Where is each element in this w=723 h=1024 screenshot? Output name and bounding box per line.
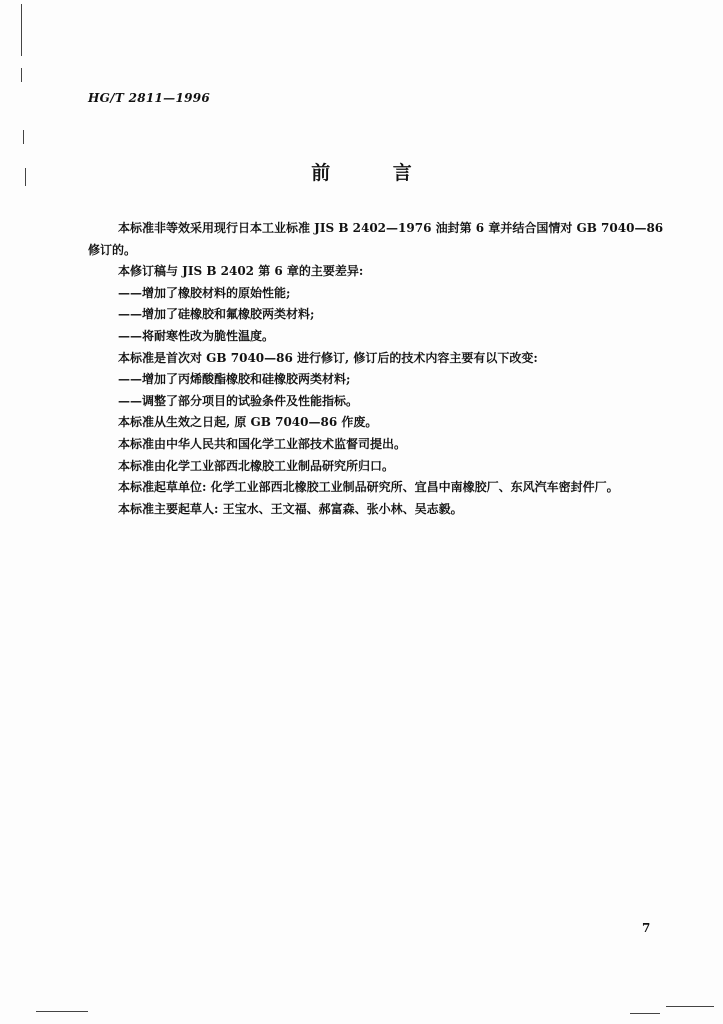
body-text (88, 218, 668, 520)
list-item: ——增加了硅橡胶和氟橡胶两类材料; (118, 307, 315, 322)
paragraph-continuation: 修订的。 (88, 242, 137, 257)
page-number: 7 (642, 921, 651, 935)
scan-bottom-line (666, 1006, 714, 1007)
scan-edge-mark (21, 4, 22, 56)
scan-edge-mark (21, 68, 22, 82)
paragraph: 本标准从生效之日起, 原 GB 7040—86 作废。 (118, 415, 378, 430)
paragraph: 本标准是首次对 GB 7040—86 进行修订, 修订后的技术内容主要有以下改变: (118, 350, 538, 365)
document-code: HG/T 2811—1996 (88, 91, 211, 105)
section-title: 前 言 (311, 162, 440, 184)
paragraph: 本标准由中华人民共和国化学工业部技术监督司提出。 (118, 436, 407, 451)
list-item: ——增加了橡胶材料的原始性能; (118, 285, 291, 300)
paragraph: 本修订稿与 JIS B 2402 第 6 章的主要差异: (118, 264, 364, 279)
paragraph: 本标准起草单位: 化学工业部西北橡胶工业制品研究所、宜昌中南橡胶厂、东风汽车密封件厂。 (118, 480, 619, 495)
list-item: ——调整了部分项目的试验条件及性能指标。 (118, 393, 359, 408)
paragraph: 本标准由化学工业部西北橡胶工业制品研究所归口。 (118, 458, 395, 473)
scan-bottom-line (630, 1013, 660, 1014)
list-item: ——将耐寒性改为脆性温度。 (118, 328, 275, 343)
paragraph: 本标准非等效采用现行日本工业标准 JIS B 2402—1976 油封第 6 章并结合国情对 GB 7040—86 (118, 221, 664, 235)
paragraph: 本标准主要起草人: 王宝水、王文福、郝富森、张小林、吴志毅。 (118, 501, 463, 516)
scan-bottom-line (36, 1011, 88, 1012)
list-item: ——增加了丙烯酸酯橡胶和硅橡胶两类材料; (118, 372, 351, 387)
scan-edge-mark (23, 130, 24, 144)
